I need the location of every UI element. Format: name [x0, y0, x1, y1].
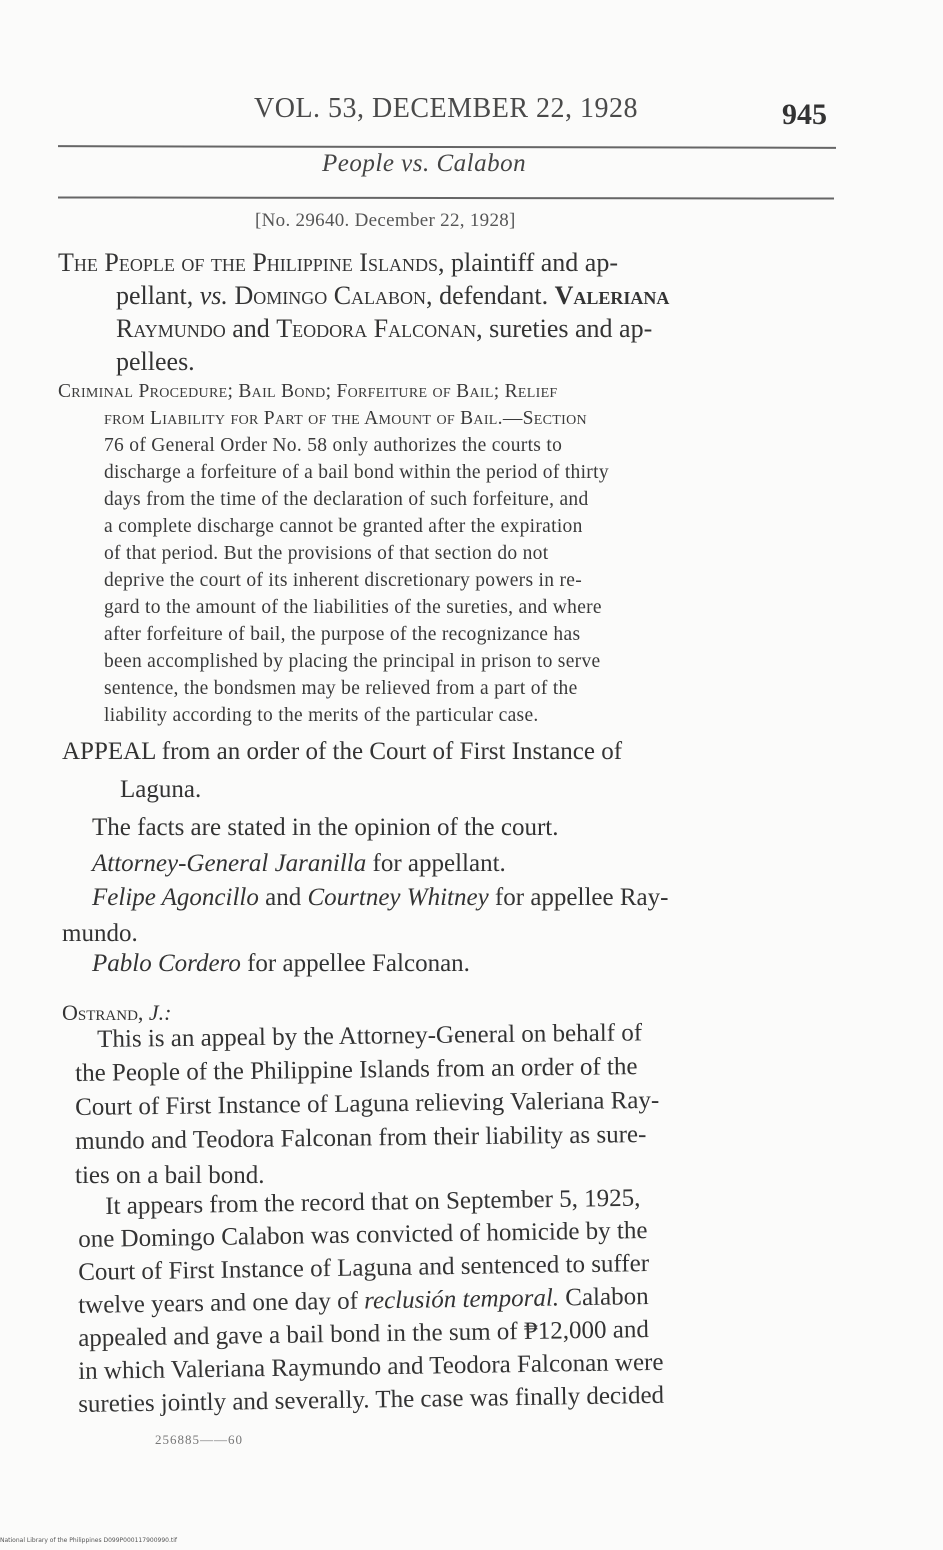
syllabus-line: gard to the amount of the liabilities of the sureties, and where	[104, 597, 602, 618]
opinion-line: one Domingo Calabon was convicted of homicide by the	[78, 1217, 648, 1253]
syllabus-line: discharge a forfeiture of a bail bond within the period of thirty	[104, 462, 609, 483]
counsel-appellee-raymundo-cont: mundo.	[62, 920, 138, 947]
opinion-line: Court of First Instance of Laguna and sentenced to suffer	[78, 1250, 650, 1286]
syllabus-line: 76 of General Order No. 58 only authorizes the courts to	[104, 435, 563, 456]
case-number: [No. 29640. December 22, 1928]	[255, 210, 516, 231]
appeal-line: APPEAL from an order of the Court of First Instance of	[62, 738, 623, 765]
syllabus-line: a complete discharge cannot be granted after the expiration	[104, 516, 583, 537]
header-rule-top	[58, 145, 836, 149]
syllabus-line: from Liability for Part of the Amount of Bail.—Section	[104, 408, 587, 429]
syllabus-line: liability according to the merits of the particular case.	[104, 705, 539, 726]
counsel-appellee-raymundo: Felipe Agoncillo and Courtney Whitney for appellee Ray-	[92, 884, 669, 911]
opinion-line: appealed and gave a bail bond in the sum of ₱12,000 and	[78, 1316, 650, 1352]
page-number: 945	[782, 98, 827, 131]
printer-code: 256885——60	[155, 1432, 243, 1447]
scan-credit: National Library of the Philippines D099P000117900990.tif	[0, 1537, 178, 1544]
syllabus-line: days from the time of the declaration of such forfeiture, and	[104, 489, 589, 510]
judge-name: Ostrand, J.:	[62, 1000, 172, 1025]
counsel-appellee-falconan: Pablo Cordero for appellee Falconan.	[92, 950, 470, 977]
parties-line-3: Raymundo and Teodora Falconan, sureties and ap-	[116, 314, 653, 343]
syllabus-line: sentence, the bondsmen may be relieved from a part of the	[104, 678, 578, 699]
running-head: VOL. 53, DECEMBER 22, 1928	[254, 93, 638, 124]
parties-line-2: pellant, vs. Domingo Calabon, defendant. Valeriana	[116, 281, 670, 310]
opinion-line: mundo and Teodora Falconan from their liability as sure-	[75, 1121, 647, 1155]
parties-line-1: The People of the Philippine Islands, plaintiff and ap-	[58, 248, 618, 277]
syllabus-line: deprive the court of its inherent discretionary powers in re-	[104, 570, 583, 591]
short-title: People vs. Calabon	[322, 150, 527, 177]
opinion-line: in which Valeriana Raymundo and Teodora Falconan were	[78, 1348, 664, 1385]
counsel-appellant: Attorney-General Jaranilla for appellant.	[92, 850, 506, 877]
opinion-line: sureties jointly and severally. The case was finally decided	[78, 1381, 665, 1418]
syllabus-line: after forfeiture of bail, the purpose of the recognizance has	[104, 624, 581, 645]
opinion-line: ties on a bail bond.	[75, 1162, 265, 1189]
appeal-line: Laguna.	[120, 776, 202, 803]
syllabus-line: Criminal Procedure; Bail Bond; Forfeiture of Bail; Relief	[58, 381, 558, 402]
opinion-line: twelve years and one day of reclusión temporal. Calabon	[78, 1283, 649, 1319]
opinion-line: It appears from the record that on September 5, 1925,	[105, 1184, 641, 1220]
header-rule-bottom	[58, 196, 834, 199]
opinion-line: This is an appeal by the Attorney-General on behalf of	[97, 1019, 643, 1053]
syllabus-line: been accomplished by placing the principal in prison to serve	[104, 651, 601, 672]
syllabus-line: of that period. But the provisions of that section do not	[104, 543, 549, 564]
opinion-line: the People of the Philippine Islands from an order of the	[75, 1053, 638, 1087]
parties-line-4: pellees.	[116, 347, 195, 376]
facts-line: The facts are stated in the opinion of the court.	[92, 814, 559, 841]
opinion-line: Court of First Instance of Laguna relieving Valeriana Ray-	[75, 1086, 660, 1121]
